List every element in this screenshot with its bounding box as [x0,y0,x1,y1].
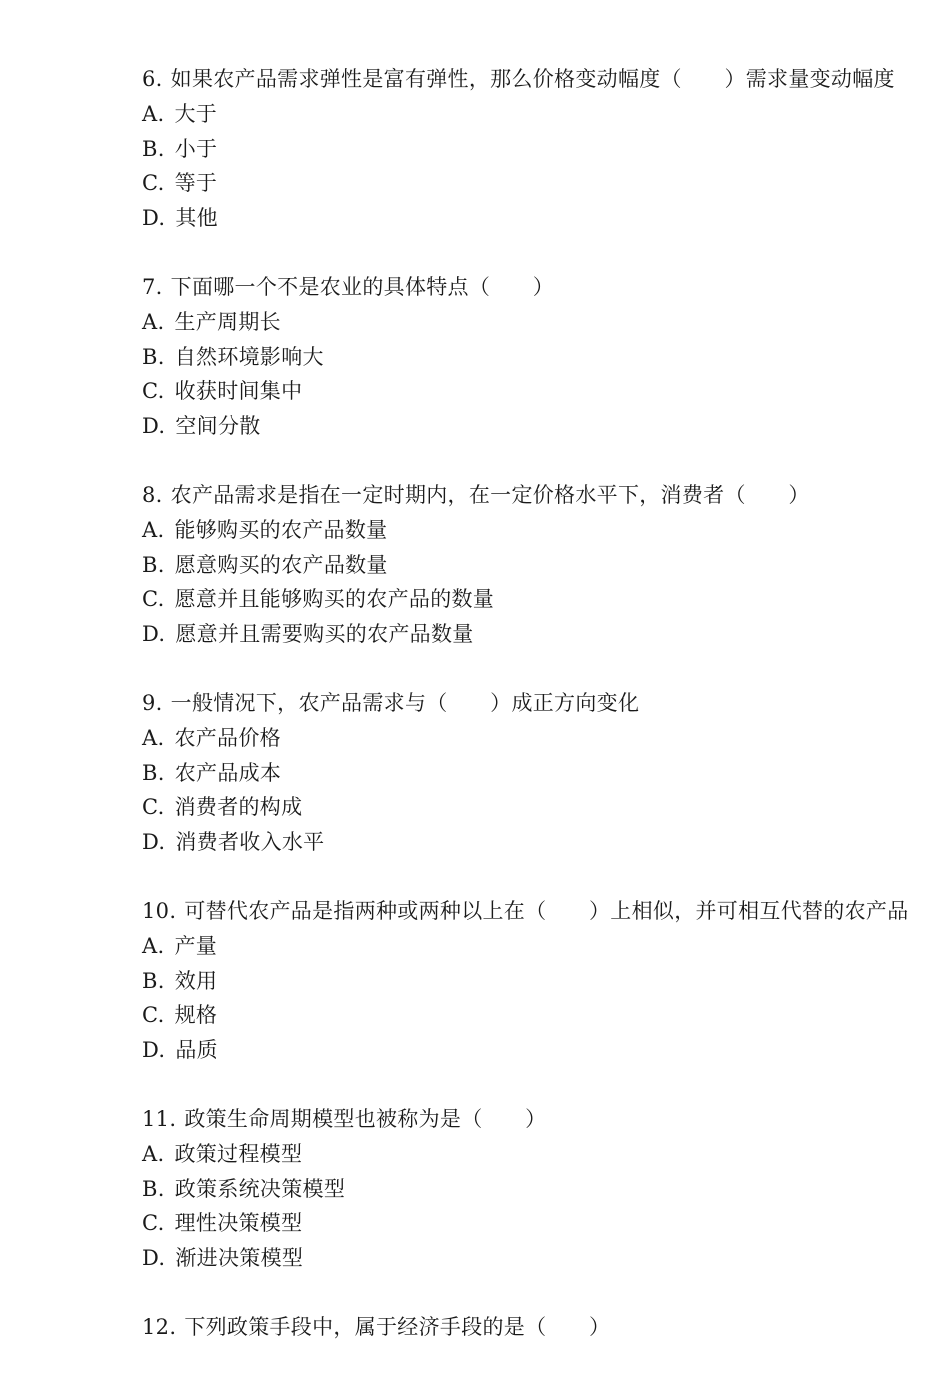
option-c [142,582,950,617]
question-stem [142,1310,950,1345]
question-number: 8. [142,482,163,507]
option-letter: A. [142,517,165,542]
option-a [142,513,950,548]
option-b [142,340,950,375]
option-b [142,548,950,583]
option-letter: D. [142,1246,166,1271]
option-d [142,617,950,652]
question-text: 下面哪一个不是农业的具体特点（ ） [170,274,555,299]
question-text: 下列政策手段中，属于经济手段的是（ ） [184,1314,611,1339]
question-12 [142,1310,950,1345]
option-letter: C. [142,1003,165,1028]
option-a [142,721,950,756]
option-text: 愿意购买的农产品数量 [174,552,388,577]
question-number: 12. [142,1314,177,1339]
question-stem [142,686,950,721]
option-text: 农产品价格 [174,725,281,750]
option-text: 等于 [174,171,218,196]
question-10 [142,894,950,1068]
option-c [142,790,950,825]
question-11 [142,1102,950,1276]
option-d [142,1241,950,1276]
option-text: 规格 [174,1003,218,1028]
question-6 [142,62,950,236]
option-text: 品质 [175,1038,218,1063]
option-text: 政策系统决策模型 [174,1176,346,1201]
option-a [142,1137,950,1172]
option-b [142,756,950,791]
question-9 [142,686,950,860]
option-d [142,1033,950,1068]
option-letter: A. [142,309,165,334]
question-text: 可替代农产品是指两种或两种以上在（ ）上相似，并可相互代替的农产品 [184,898,909,923]
question-text: 农产品需求是指在一定时期内，在一定价格水平下，消费者（ ） [170,482,810,507]
option-text: 农产品成本 [174,760,282,785]
option-letter: D. [142,830,166,855]
option-letter: C. [142,171,165,196]
document-page [142,62,950,1379]
option-letter: B. [142,344,165,369]
option-c [142,1206,950,1241]
question-stem [142,894,950,929]
option-letter: C. [142,379,165,404]
option-letter: C. [142,795,165,820]
option-letter: A. [142,1141,165,1166]
option-letter: B. [142,552,165,577]
option-letter: D. [142,206,166,231]
question-text: 政策生命周期模型也被称为是（ ） [184,1106,547,1131]
question-text: 如果农产品需求弹性是富有弹性，那么价格变动幅度（ ）需求量变动幅度 [170,67,895,91]
option-d [142,201,950,236]
question-stem [142,270,950,305]
option-text: 理性决策模型 [174,1211,303,1236]
option-letter: A. [142,101,165,126]
question-7 [142,270,950,444]
option-text: 能够购买的农产品数量 [174,517,388,542]
option-letter: C. [142,1211,165,1236]
option-letter: B. [142,968,165,993]
option-letter: D. [142,1038,166,1063]
option-text: 空间分散 [175,414,261,439]
question-number: 9. [142,690,163,715]
option-text: 消费者收入水平 [175,830,325,855]
option-letter: B. [142,136,165,161]
question-stem [142,478,950,513]
question-stem [142,1102,950,1137]
question-number: 6. [142,67,163,91]
option-letter: C. [142,587,165,612]
question-number: 7. [142,274,163,299]
option-b [142,1172,950,1207]
option-text: 自然环境影响大 [174,344,324,369]
question-number: 10. [142,898,177,923]
option-a [142,305,950,340]
option-text: 产量 [174,933,218,958]
option-letter: B. [142,760,165,785]
question-number: 11. [142,1106,177,1131]
option-text: 大于 [174,101,218,126]
option-d [142,409,950,444]
option-text: 消费者的构成 [174,795,303,820]
option-text: 收获时间集中 [174,379,303,404]
option-letter: B. [142,1176,165,1201]
option-text: 生产周期长 [174,309,281,334]
option-a [142,929,950,964]
option-text: 政策过程模型 [174,1141,303,1166]
option-text: 效用 [174,968,218,993]
question-stem [142,62,950,97]
option-text: 愿意并且需要购买的农产品数量 [175,622,474,647]
option-text: 其他 [175,206,218,231]
option-c [142,998,950,1033]
option-b [142,964,950,999]
option-text: 小于 [174,136,218,161]
option-b [142,132,950,167]
question-text: 一般情况下，农产品需求与（ ）成正方向变化 [170,690,640,715]
option-d [142,825,950,860]
option-text: 愿意并且能够购买的农产品的数量 [174,587,495,612]
question-8 [142,478,950,652]
option-letter: D. [142,414,166,439]
option-c [142,374,950,409]
option-text: 渐进决策模型 [175,1246,304,1271]
option-letter: A. [142,933,165,958]
option-c [142,166,950,201]
option-a [142,97,950,132]
option-letter: D. [142,622,166,647]
option-letter: A. [142,725,165,750]
